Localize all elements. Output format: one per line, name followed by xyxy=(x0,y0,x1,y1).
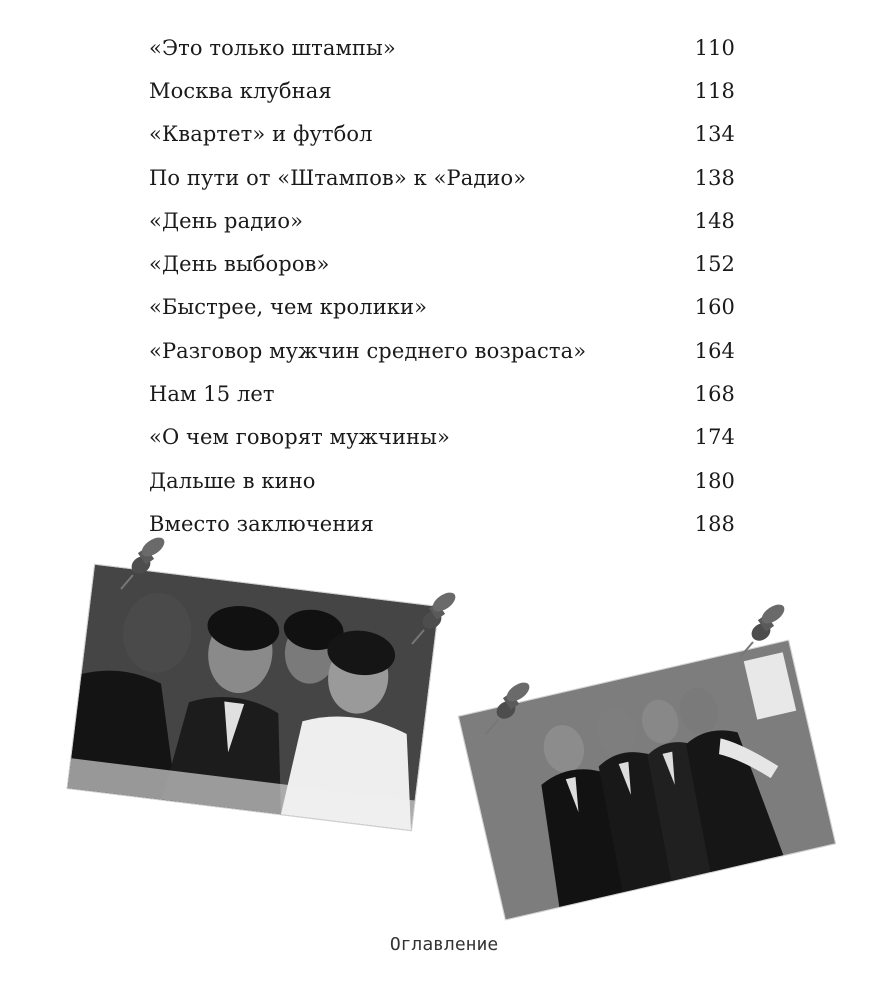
section-footer-label: Оглавление xyxy=(389,934,499,955)
toc-entry-title: По пути от «Штампов» к «Радио» xyxy=(149,165,527,190)
toc-entry-page: 168 xyxy=(694,382,735,407)
toc-entry-page: 138 xyxy=(694,165,735,190)
toc-entry[interactable] xyxy=(149,329,735,372)
toc-entry[interactable] xyxy=(149,26,735,69)
toc-entry-page: 118 xyxy=(694,78,735,103)
photo-icon xyxy=(68,565,439,830)
pushpin-icon xyxy=(735,602,791,658)
toc-entry-title: «О чем говорят мужчины» xyxy=(149,425,450,450)
toc-entry-title: Дальше в кино xyxy=(149,468,316,493)
toc-entry[interactable] xyxy=(149,113,735,156)
toc-entry-page: 152 xyxy=(694,252,735,277)
toc-entry-title: «Разговор мужчин среднего возраста» xyxy=(149,338,587,363)
toc-entry-page: 164 xyxy=(694,338,735,363)
toc-entry[interactable] xyxy=(149,242,735,285)
toc-entry-page: 188 xyxy=(694,511,735,536)
toc-entry[interactable] xyxy=(149,459,735,502)
toc-entry[interactable] xyxy=(149,69,735,112)
toc-entry-page: 148 xyxy=(694,208,735,233)
toc-entry-title: Нам 15 лет xyxy=(149,382,275,407)
toc-entry-title: «День радио» xyxy=(149,208,304,233)
toc-entry[interactable] xyxy=(149,372,735,415)
pushpin-icon xyxy=(406,590,462,646)
toc-entry-page: 174 xyxy=(694,425,735,450)
table-of-contents xyxy=(149,26,735,546)
pushpin-icon xyxy=(480,680,536,736)
toc-entry[interactable] xyxy=(149,199,735,242)
toc-entry[interactable] xyxy=(149,416,735,459)
toc-entry-title: «Быстрее, чем кролики» xyxy=(149,295,428,320)
toc-entry-page: 180 xyxy=(694,468,735,493)
toc-entry[interactable] xyxy=(149,286,735,329)
toc-entry-title: Москва клубная xyxy=(149,78,332,103)
toc-entry-page: 110 xyxy=(694,35,735,60)
pushpin-icon xyxy=(115,535,171,591)
toc-entry-title: Вместо заключения xyxy=(149,511,374,536)
toc-entry-title: «Это только штампы» xyxy=(149,35,396,60)
toc-entry[interactable] xyxy=(149,156,735,199)
toc-entry-title: «День выборов» xyxy=(149,252,330,277)
toc-entry-page: 160 xyxy=(694,295,735,320)
photo-young-group xyxy=(68,565,439,830)
toc-entry[interactable] xyxy=(149,502,735,545)
toc-entry-page: 134 xyxy=(694,122,735,147)
toc-entry-title: «Квартет» и футбол xyxy=(149,122,373,147)
